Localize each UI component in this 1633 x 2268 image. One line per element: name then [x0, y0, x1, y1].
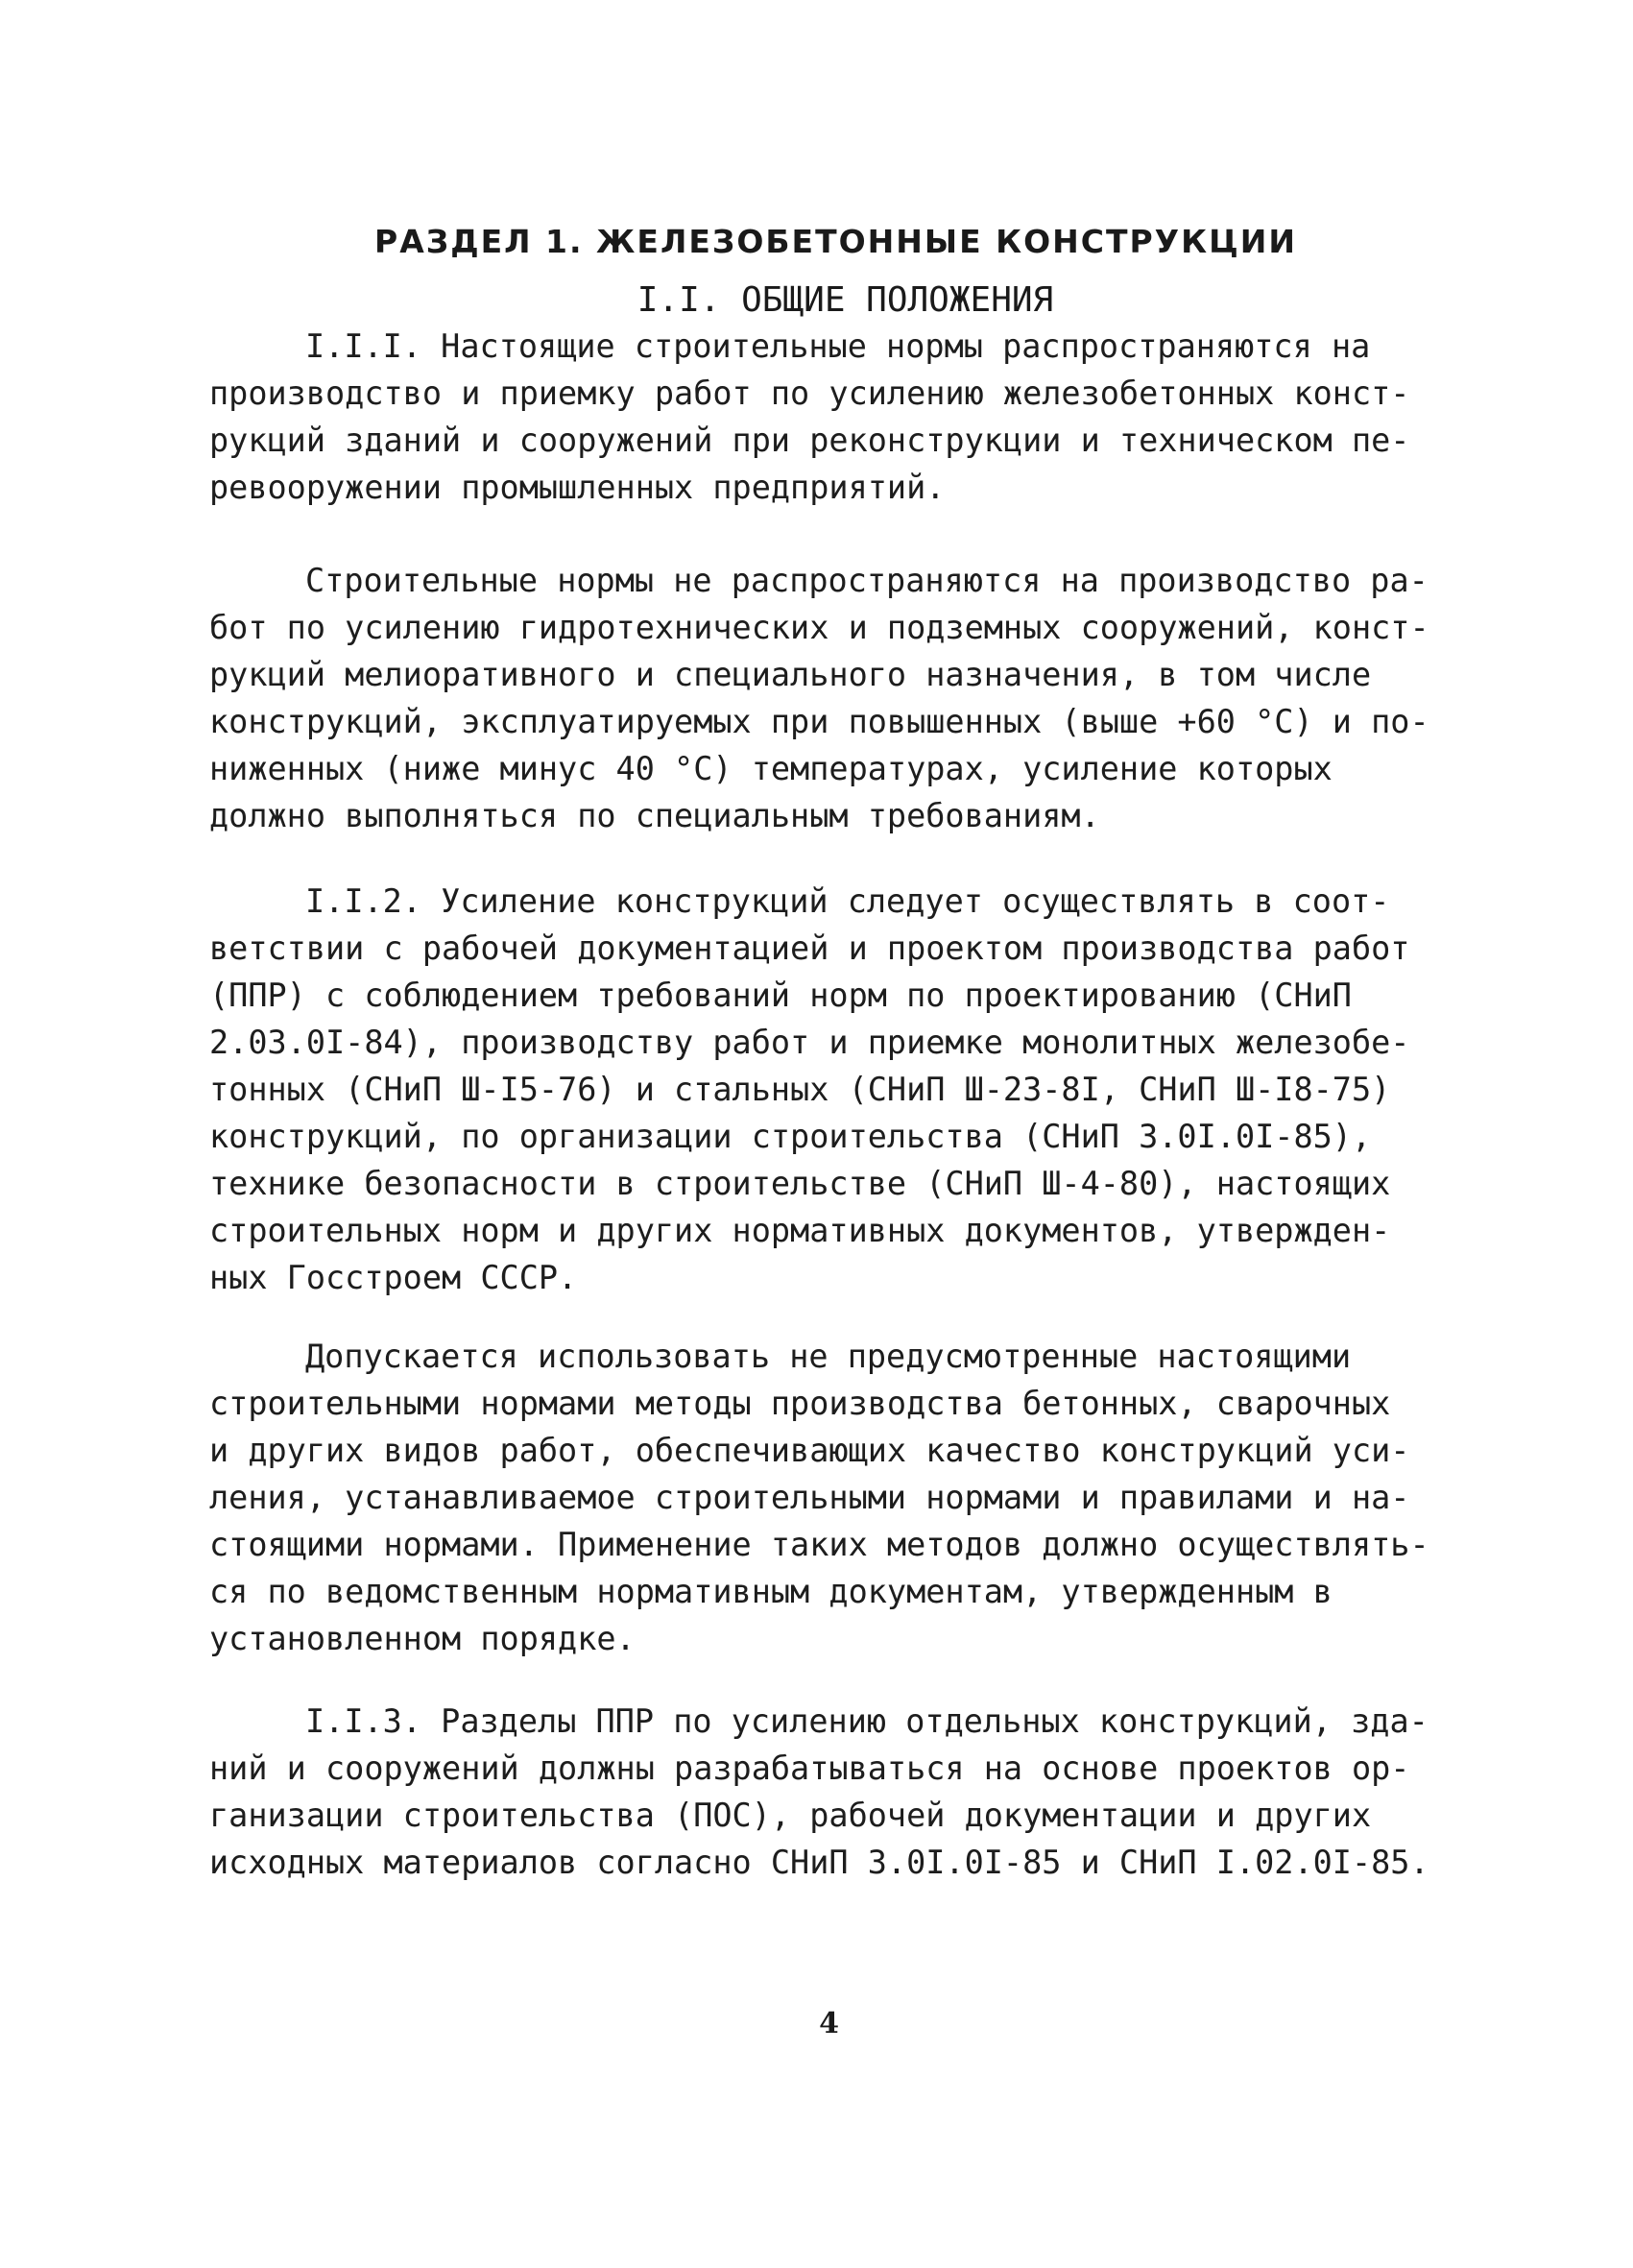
page-number: 4	[819, 2007, 839, 2040]
text-line: производство и приемку работ по усилению железобетонных конст-	[209, 374, 1410, 412]
text-line: Допускается использовать не предусмотренные настоящими	[305, 1338, 1352, 1375]
text-line: ся по ведомственным нормативным документам, утвержденным в	[209, 1573, 1333, 1610]
paragraph-1-1-2	[209, 878, 1448, 1301]
text-line: ветствии с рабочей документацией и проектом производства работ	[209, 929, 1410, 967]
text-line: технике безопасности в строительстве (СНиП Ш-4-80), настоящих	[209, 1165, 1391, 1202]
text-line: должно выполняться по специальным требованиям.	[209, 797, 1100, 834]
text-line: 2.03.0I-84), производству работ и приемке монолитных железобе-	[209, 1024, 1410, 1061]
text-line: стоящими нормами. Применение таких методов должно осуществлять-	[209, 1526, 1429, 1563]
text-line: ниженных (ниже минус 40 °С) температурах, усиление которых	[209, 750, 1333, 787]
subsection-heading: I.I. ОБЩИЕ ПОЛОЖЕНИЯ	[636, 280, 1054, 320]
text-line: исходных материалов согласно СНиП 3.0I.0I-85 и СНиП I.02.0I-85.	[209, 1844, 1429, 1881]
text-line: конструкций, эксплуатируемых при повышенных (выше +60 °С) и по-	[209, 703, 1429, 740]
paragraph-scope-exclusions	[209, 557, 1448, 839]
text-line: строительных норм и других нормативных документов, утвержден-	[209, 1212, 1391, 1249]
text-line: ний и сооружений должны разрабатываться на основе проектов ор-	[209, 1749, 1410, 1787]
text-line: (ППР) с соблюдением требований норм по проектированию (СНиП	[209, 977, 1352, 1014]
text-line: ревооружении промышленных предприятий.	[209, 469, 946, 506]
text-line: I.I.I. Настоящие строительные нормы распространяются на	[305, 327, 1371, 365]
text-line: I.I.3. Разделы ППР по усилению отдельных конструкций, зда-	[305, 1702, 1429, 1740]
section-heading: РАЗДЕЛ 1. ЖЕЛЕЗОБЕТОННЫЕ КОНСТРУКЦИИ	[374, 223, 1297, 260]
text-line: I.I.2. Усиление конструкций следует осуществлять в соот-	[305, 882, 1390, 920]
text-line: бот по усилению гидротехнических и подземных сооружений, конст-	[209, 609, 1429, 646]
paragraph-alternative-methods	[209, 1333, 1448, 1662]
text-line: установленном порядке.	[209, 1620, 636, 1657]
text-line: тонных (СНиП Ш-I5-76) и стальных (СНиП Ш-23-8I, СНиП Ш-I8-75)	[209, 1071, 1391, 1108]
paragraph-1-1-1	[209, 323, 1448, 511]
text-line: строительными нормами методы производства бетонных, сварочных	[209, 1385, 1391, 1422]
paragraph-1-1-3	[209, 1698, 1448, 1886]
text-line: Строительные нормы не распространяются на производство ра-	[305, 562, 1429, 599]
text-line: рукций зданий и сооружений при реконструкции и техническом пе-	[209, 422, 1410, 459]
text-line: и других видов работ, обеспечивающих качество конструкций уси-	[209, 1432, 1410, 1469]
text-line: рукций мелиоративного и специального назначения, в том числе	[209, 656, 1372, 693]
text-line: ных Госстроем СССР.	[209, 1259, 578, 1296]
text-line: ганизации строительства (ПОС), рабочей документации и других	[209, 1797, 1372, 1834]
text-line: конструкций, по организации строительства (СНиП 3.0I.0I-85),	[209, 1118, 1372, 1155]
text-line: ления, устанавливаемое строительными нормами и правилами и на-	[209, 1479, 1410, 1516]
